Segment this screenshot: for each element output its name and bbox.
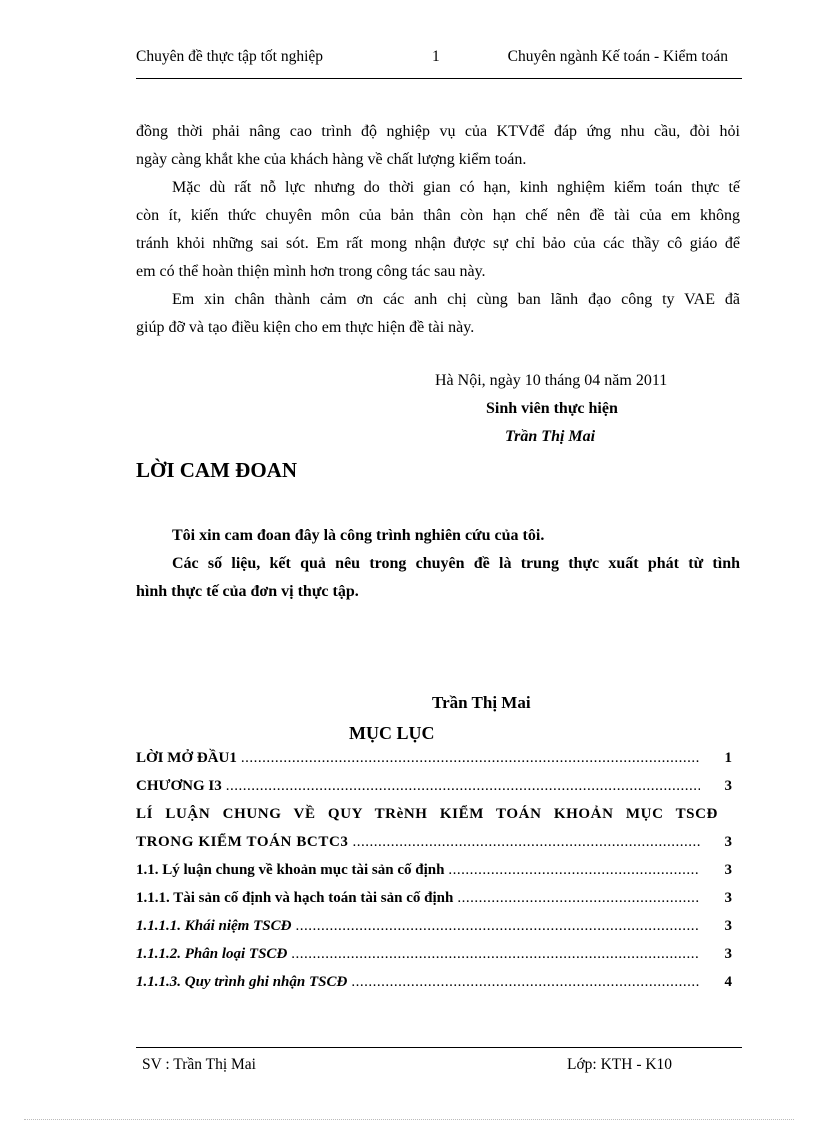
declaration-author: Trần Thị Mai [432,693,531,712]
toc-entry-page: 3 [724,834,732,850]
footer-rule [136,1047,742,1048]
toc-entry-page: 3 [724,890,732,906]
toc-entry-text: 1.1.1.3. Quy trình ghi nhận TSCĐ [136,974,348,990]
text-line: giúp đỡ và tạo điều kiện cho em thực hiện đề tài này. [136,319,475,336]
signature-name: Trần Thị Mai [505,428,596,445]
toc-leader [295,918,700,935]
header-major: Chuyên ngành Kế toán - Kiểm toán [507,48,728,65]
toc-entry[interactable] [136,778,732,806]
toc-entry-text: TRONG KIỂM TOÁN BCTC3 [136,834,349,850]
paragraph-1 [136,118,740,174]
text-line: đồng thời phải nâng cao trình độ nghiệp vụ của KTVđể đáp ứng nhu cầu, đòi hỏi [136,123,740,140]
toc-leader [291,946,700,963]
toc-entry[interactable] [136,890,732,918]
signature-date: Hà Nội, ngày 10 tháng 04 năm 2011 [435,372,668,389]
declaration-line: Các số liệu, kết quả nêu trong chuyên đề là trung thực xuất phát từ tình [172,555,740,572]
toc-entry-page: 3 [724,778,732,794]
toc-entry-page: 3 [724,862,732,878]
page-header [136,48,742,70]
text-line: tránh khỏi những sai sót. Em rất mong nhận được sự chỉ bảo của các thầy cô giáo để [136,235,740,252]
page-bottom-edge [24,1119,794,1120]
toc-entry-page: 1 [724,750,732,766]
text-line: Mặc dù rất nỗ lực nhưng do thời gian có hạn, kinh nghiệm kiểm toán thực tế [172,179,740,196]
toc-entry[interactable] [136,918,732,946]
toc-entry-text: 1.1. Lý luận chung về khoản mục tài sản cố định [136,862,445,878]
table-of-contents [136,750,732,1002]
toc-entry-text: 1.1.1.2. Phân loại TSCĐ [136,946,288,962]
toc-leader [241,750,700,767]
toc-entry-page: 3 [724,946,732,962]
toc-entry-page: 4 [724,974,732,990]
toc-entry[interactable] [136,974,732,1002]
toc-entry-text: CHƯƠNG I3 [136,778,222,794]
text-line: còn ít, kiến thức chuyên môn của bản thân còn hạn chế nên đề tài của em không [136,207,740,224]
signature-role: Sinh viên thực hiện [486,400,618,417]
toc-leader [351,974,700,991]
declaration-line: Tôi xin cam đoan đây là công trình nghiên cứu của tôi. [172,527,545,544]
toc-entry[interactable] [136,946,732,974]
header-page-number: 1 [432,48,440,65]
toc-entry[interactable] [136,834,732,862]
toc-title: MỤC LỤC [349,723,435,743]
text-line: Em xin chân thành cảm ơn các anh chị cùng ban lãnh đạo công ty VAE đã [172,291,740,308]
toc-entry-text: 1.1.1. Tài sản cố định và hạch toán tài sản cố định [136,890,454,906]
toc-leader [353,834,701,851]
header-title: Chuyên đề thực tập tốt nghiệp [136,48,324,65]
text-line: ngày càng khắt khe của khách hàng về chất lượng kiểm toán. [136,151,527,168]
footer-class: Lớp: KTH - K10 [567,1056,673,1073]
declaration-line: hình thực tế của đơn vị thực tập. [136,583,359,600]
declaration-heading: LỜI CAM ĐOAN [136,458,297,482]
toc-leader [448,862,700,879]
header-rule [136,78,742,79]
declaration-body [136,522,740,606]
toc-entry[interactable] [136,750,732,778]
paragraph-3 [136,286,740,342]
toc-entry[interactable] [136,862,732,890]
footer-student: SV : Trần Thị Mai [142,1056,256,1073]
toc-entry-text: LỜI MỞ ĐẦU1 [136,750,237,766]
paragraph-2 [136,174,740,286]
text-line: em có thể hoàn thiện mình hơn trong công tác sau này. [136,263,486,280]
toc-entry-page: 3 [724,918,732,934]
toc-entry-wrapped-line[interactable]: LÍ LUẬN CHUNG VỀ QUY TRèNH KIỂM TOÁN KHOẢN MỤC TSCĐ [136,806,718,822]
toc-leader [457,890,700,907]
toc-leader [226,778,700,795]
toc-entry-text: 1.1.1.1. Khái niệm TSCĐ [136,918,292,934]
